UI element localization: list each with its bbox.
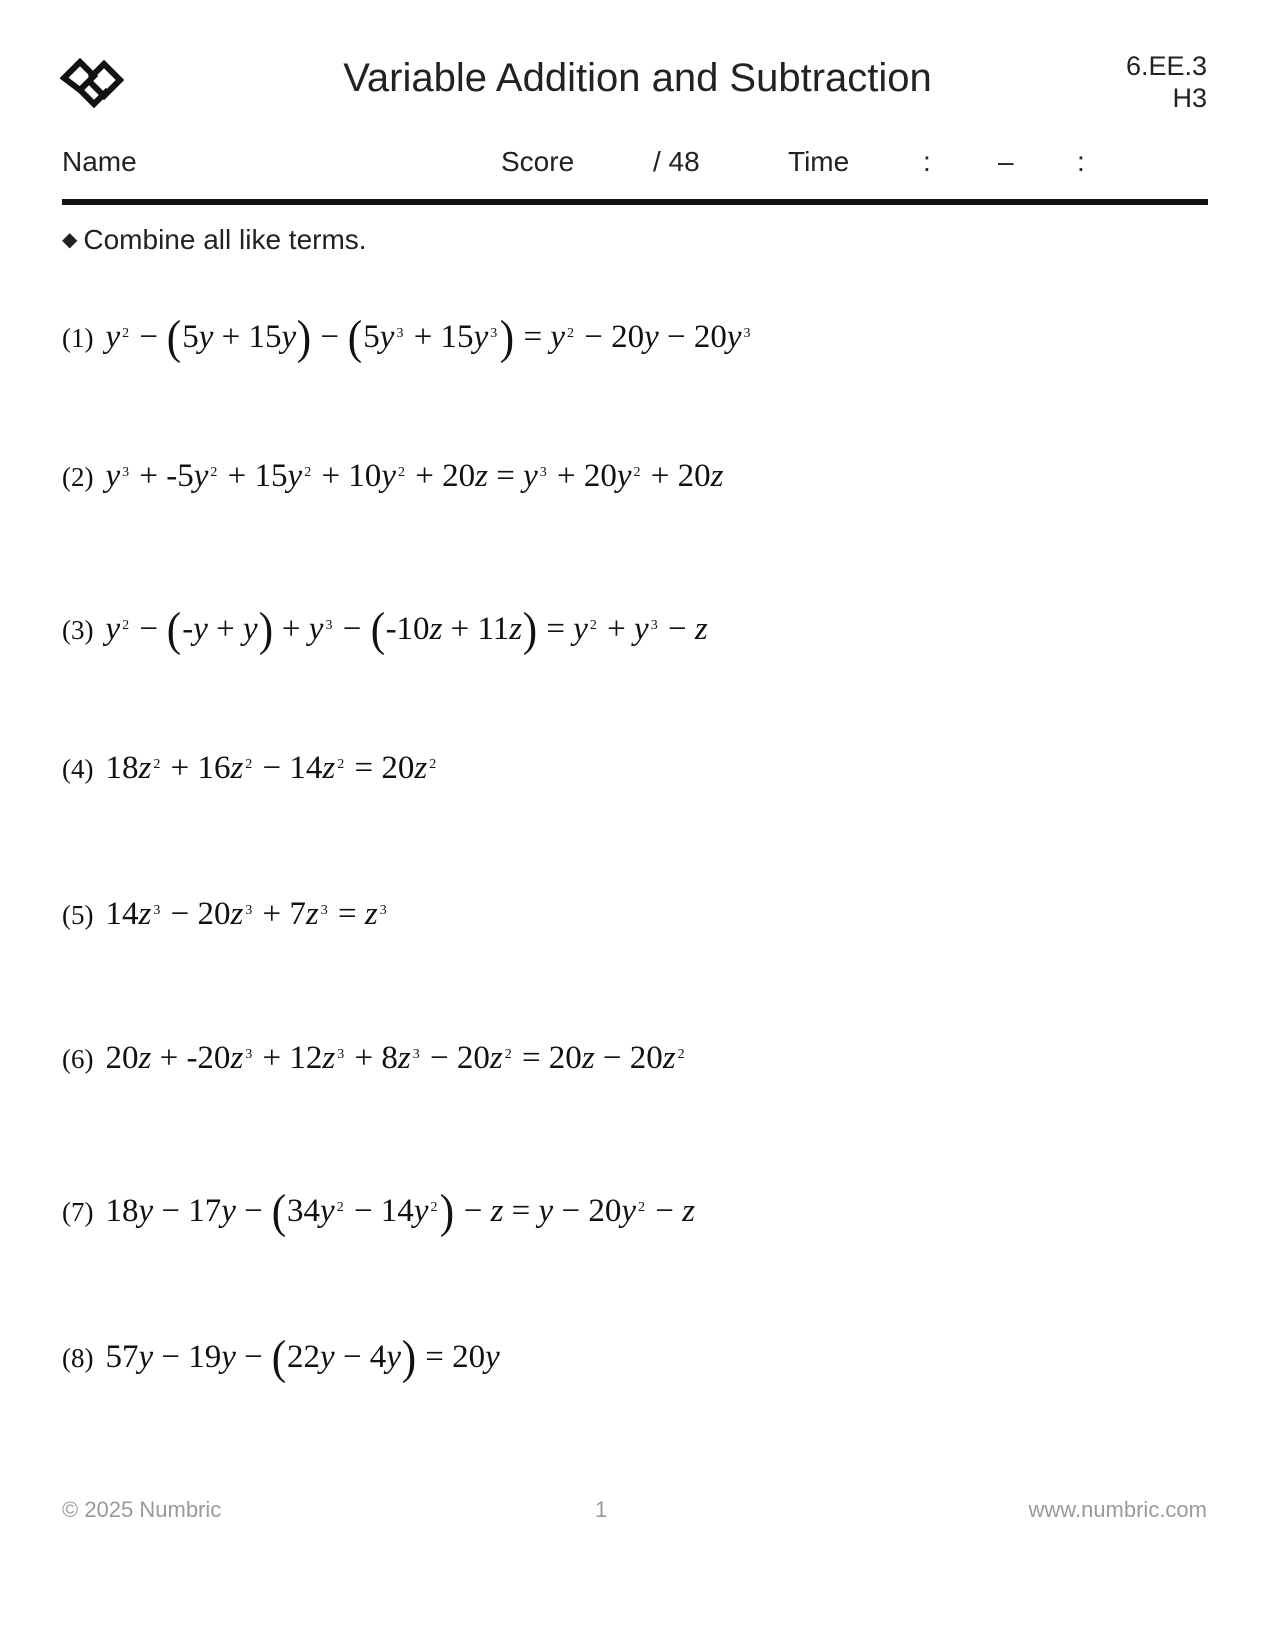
problem-number: (5)	[62, 900, 94, 930]
problem-6: (6) 20z + -20z $^3$ + 12z $^3$ + 8z $^3$ − 20z $^2$ = 20z − 20z $^2$	[62, 1040, 685, 1076]
footer-url[interactable]: www.numbric.com	[1028, 1497, 1207, 1522]
problem-number: (1)	[62, 323, 94, 353]
footer-page-number: 1	[595, 1497, 608, 1522]
problem-number: (4)	[62, 754, 94, 784]
problem-number: (2)	[62, 462, 94, 492]
problem-7: (7) 18y − 17y − (34y $^2$ − 14y $^2$) − z = y − 20y $^2$ − z	[62, 1185, 695, 1238]
instruction-text: Combine all like terms.	[83, 224, 367, 255]
standard-code	[1126, 50, 1207, 114]
diamond-bullet-icon: ◆	[62, 229, 78, 251]
page-title: Variable Addition and Subtraction	[343, 56, 932, 100]
problem-8: (8) 57y − 19y − (22y − 4y) = 20y	[62, 1331, 500, 1384]
problem-number: (7)	[62, 1197, 94, 1227]
time-separator: –	[998, 146, 1014, 177]
problem-2: (2) y $^3$ + -5y $^2$ + 15y $^2$ + 10y $^2$ + 20z = y $^3$ + 20y $^2$ + 20z	[62, 458, 724, 494]
footer-copyright: © 2025 Numbric	[62, 1497, 222, 1522]
instruction	[62, 224, 367, 256]
score-total: / 48	[653, 146, 700, 177]
problem-4: (4) 18z $^2$ + 16z $^2$ − 14z $^2$ = 20z $^2$	[62, 750, 437, 786]
problem-3: (3) y $^2$ − (-y + y) + y $^3$ − (-10z + 11z) = y $^2$ + y $^3$ − z	[62, 603, 708, 656]
problem-5: (5) 14z $^3$ − 20z $^3$ + 7z $^3$ = z $^3$	[62, 896, 387, 932]
standard-code-line2: H3	[1172, 83, 1207, 113]
time-label: Time	[788, 146, 850, 177]
problem-number: (8)	[62, 1343, 94, 1373]
problem-1: (1) y $^2$ − (5y + 15y) − (5y $^3$ + 15y $^3$) = y $^2$ − 20y − 20y $^3$	[62, 311, 751, 364]
problem-number: (6)	[62, 1044, 94, 1074]
standard-code-line1: 6.EE.3	[1125, 51, 1207, 81]
header-divider	[62, 199, 1208, 205]
name-label: Name	[62, 146, 137, 177]
score-label: Score	[501, 146, 575, 177]
problem-number: (3)	[62, 615, 94, 645]
time-separator: :	[923, 146, 931, 177]
time-separator: :	[1077, 146, 1085, 177]
